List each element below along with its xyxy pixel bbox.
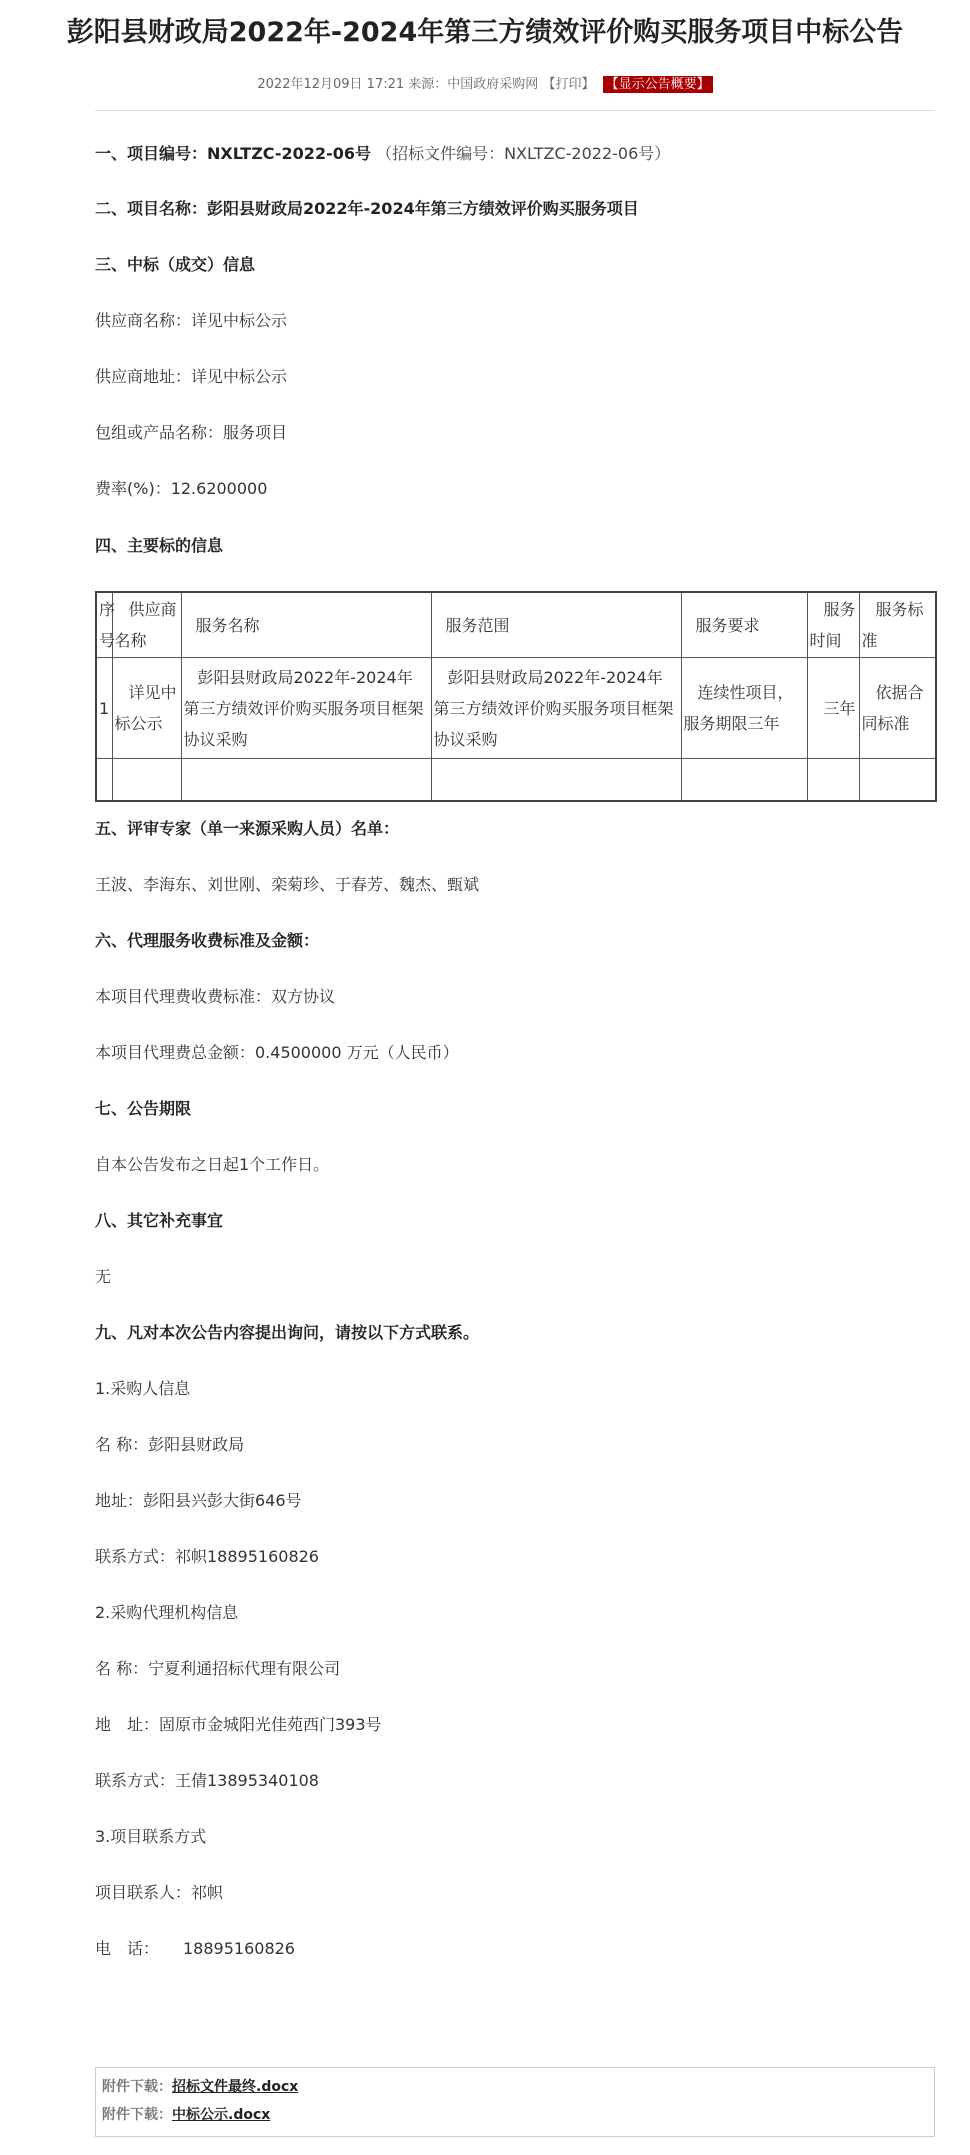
section-agency-fee-heading: 六、代理服务收费标准及金额：	[95, 931, 320, 950]
table-header-cell: 服务范围	[431, 592, 681, 658]
expert-names: 王波、李海东、刘世刚、栾菊珍、于春芳、魏杰、甄斌	[95, 875, 480, 894]
attachment-link-award-notice[interactable]: 中标公示.docx	[172, 2107, 271, 2123]
table-empty-row	[96, 759, 936, 802]
section-period-heading: 七、公告期限	[95, 1099, 192, 1118]
buyer-title: 1.采购人信息	[95, 1379, 191, 1398]
section-experts-heading: 五、评审专家（单一来源采购人员）名单：	[95, 819, 400, 838]
project-contact-title: 3.项目联系方式	[95, 1827, 207, 1846]
section-other-heading: 八、其它补充事宜	[95, 1211, 224, 1230]
table-header-cell: 服务时间	[807, 592, 859, 658]
buyer-name: 名 称：彭阳县财政局	[95, 1435, 245, 1454]
summary-toggle-button[interactable]: 【显示公告概要】	[603, 76, 713, 93]
other-text: 无	[95, 1267, 112, 1286]
source-link[interactable]: 中国政府采购网	[447, 77, 539, 92]
page-title: 彭阳县财政局2022年-2024年第三方绩效评价购买服务项目中标公告	[66, 17, 904, 48]
section-main-target-heading: 四、主要标的信息	[95, 536, 224, 555]
header-divider	[95, 110, 935, 111]
attachment-row	[102, 2078, 298, 2096]
period-text: 自本公告发布之日起1个工作日。	[95, 1155, 330, 1174]
table-header-cell: 序号	[96, 592, 112, 658]
attachment-label: 附件下载：	[102, 2107, 172, 2123]
project-no-label: 一、项目编号：NXLTZC-2022-06号	[95, 144, 371, 163]
supplier-address: 供应商地址：详见中标公示	[95, 367, 288, 386]
table-cell: 详见中标公示	[112, 658, 181, 759]
project-no-note: （招标文件编号：NXLTZC-2022-06号）	[376, 144, 671, 163]
attachments-box	[95, 2067, 935, 2137]
publish-date: 2022年12月09日 17:21	[257, 77, 405, 92]
agency-fee-standard: 本项目代理费收费标准：双方协议	[95, 987, 336, 1006]
table-row	[96, 658, 936, 759]
project-contact-phone: 电 话： 18895160826	[95, 1939, 295, 1958]
table-header-cell: 服务名称	[181, 592, 431, 658]
fee-rate: 费率(%)：12.6200000	[95, 479, 268, 498]
package-name: 包组或产品名称：服务项目	[95, 423, 288, 442]
attachment-row	[102, 2106, 270, 2124]
meta-bar	[0, 76, 970, 94]
agent-phone: 联系方式：王倩13895340108	[95, 1771, 319, 1790]
agency-fee-amount: 本项目代理费总金额：0.4500000 万元（人民币）	[95, 1043, 459, 1062]
table-cell: 依据合同标准	[859, 658, 936, 759]
main-target-table	[95, 591, 937, 802]
section-bid-info-heading: 三、中标（成交）信息	[95, 255, 256, 274]
table-header-cell: 服务要求	[681, 592, 807, 658]
table-cell: 彭阳县财政局2022年-2024年第三方绩效评价购买服务项目框架协议采购	[181, 658, 431, 759]
agent-title: 2.采购代理机构信息	[95, 1603, 239, 1622]
project-contact-person: 项目联系人：祁帜	[95, 1883, 224, 1902]
table-header-cell: 供应商名称	[112, 592, 181, 658]
section-project-name: 二、项目名称：彭阳县财政局2022年-2024年第三方绩效评价购买服务项目	[95, 199, 639, 218]
table-cell: 连续性项目，服务期限三年	[681, 658, 807, 759]
table-cell: 彭阳县财政局2022年-2024年第三方绩效评价购买服务项目框架协议采购	[431, 658, 681, 759]
section-contact-heading: 九、凡对本次公告内容提出询问，请按以下方式联系。	[95, 1323, 480, 1342]
agent-address: 地 址：固原市金城阳光佳苑西门393号	[95, 1715, 382, 1734]
attachment-link-tender-doc[interactable]: 招标文件最终.docx	[172, 2079, 299, 2095]
section-project-no	[95, 143, 670, 165]
table-header-cell: 服务标准	[859, 592, 936, 658]
supplier-name: 供应商名称：详见中标公示	[95, 311, 288, 330]
agent-name: 名 称：宁夏利通招标代理有限公司	[95, 1659, 341, 1678]
print-link[interactable]: 【打印】	[542, 77, 595, 92]
table-header-row	[96, 592, 936, 658]
source-label: 来源：	[408, 77, 448, 92]
table-cell: 三年	[807, 658, 859, 759]
attachment-label: 附件下载：	[102, 2079, 172, 2095]
table-cell: 1	[96, 658, 112, 759]
buyer-address: 地址：彭阳县兴彭大街646号	[95, 1491, 302, 1510]
buyer-phone: 联系方式：祁帜18895160826	[95, 1547, 319, 1566]
